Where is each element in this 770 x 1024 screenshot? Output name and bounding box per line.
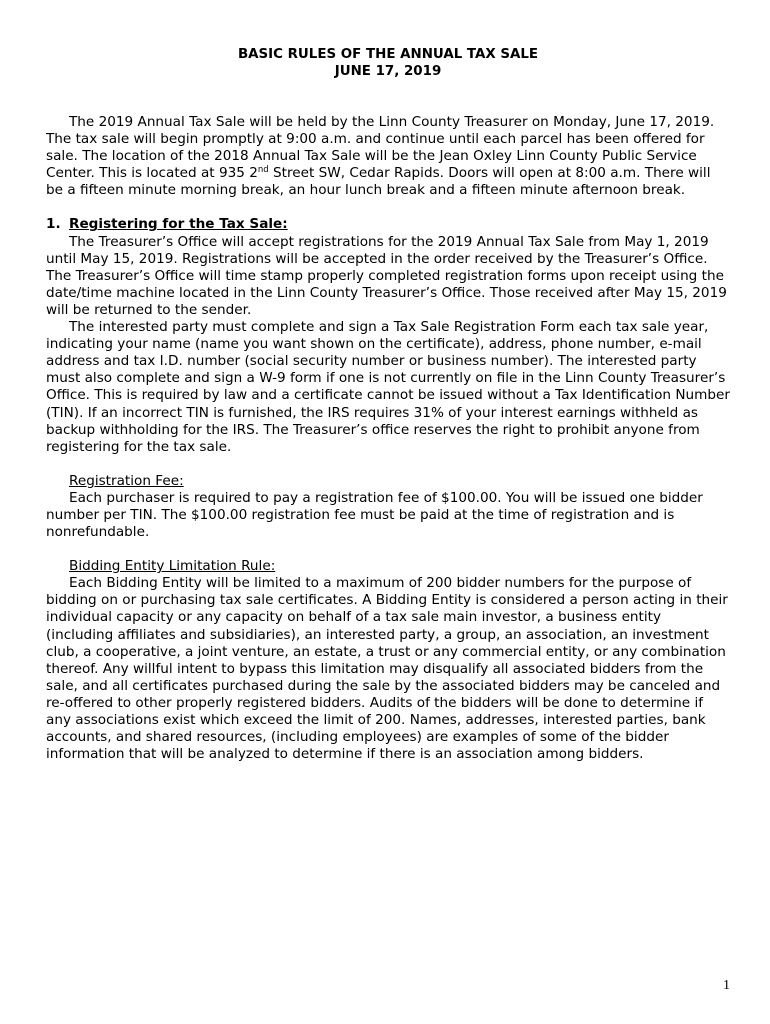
intro-text-part1: The 2019 Annual Tax Sale will be held by the Linn County Treasurer on Monday, June 17, 2019. The tax sale will begin promptly at 9:00 a.m. and continue until each parcel has been offered for sale. The location of the 2018 Annual Tax Sale will be the Jean Oxley Linn County Public Service Center. This is located at 935 2 bbox=[46, 114, 715, 182]
spacer bbox=[46, 541, 730, 558]
spacer bbox=[46, 199, 730, 216]
registration-fee-heading: Registration Fee: bbox=[69, 472, 184, 489]
section1-title: Registering for the Tax Sale: bbox=[69, 216, 288, 233]
bidding-limit-paragraph: Each Bidding Entity will be limited to a maximum of 200 bidder numbers for the purpose of bidding on or purchasing tax sale certificates. A Bidding Entity is considered a person acting in their individual capacity or any capacity on behalf of a tax sale main investor, a business entity (including affiliates and subsidiaries), an interested party, a group, an association, an investment club, a cooperative, a joint venture, an estate, a trust or any commercial entity, or any combination thereof. Any willful intent to bypass this limitation may disqualify all associated bidders from the sale, and all certificates purchased during the sale by the associated bidders may be canceled and re-offered to other properly registered bidders. Audits of the bidders will be done to determine if any associations exist which exceed the limit of 200. Names, addresses, interested parties, bank accounts, and shared resources, (including employees) are examples of some of the bidder information that will be analyzed to determine if there is an association among bidders. bbox=[46, 575, 728, 763]
intro-text-part2: Street SW, Cedar Rapids. Doors will open at 8:00 a.m. There will be a fifteen minute morning break, an hour lunch break and a fifteen minute afternoon break. bbox=[46, 165, 711, 199]
section1-paragraph-1: The Treasurer’s Office will accept registrations for the 2019 Annual Tax Sale from May 1, 2019 until May 15, 2019. Registrations will be accepted in the order received by the Treasurer’s Office. The Treasurer’s Office will time stamp properly completed registration forms upon receipt using the date/time machine located in the Linn County Treasurer’s Office. Those received after May 15, 2019 will be returned to the sender. bbox=[46, 233, 727, 318]
intro-paragraph bbox=[46, 114, 730, 199]
section1-paragraph-2: The interested party must complete and sign a Tax Sale Registration Form each tax sale year, indicating your name (name you want shown on the certificate), address, phone number, e-mail address and tax I.D. number (social security number or business number). The interested party must also complete and sign a W-9 form if one is not currently on file in the Linn County Treasurer’s Office. This is required by law and a certificate cannot be issued without a Tax Identification Number (TIN). If an incorrect TIN is furnished, the IRS requires 31% of your interest earnings withheld as backup withholding for the IRS. The Treasurer’s office reserves the right to prohibit anyone from registering for the tax sale. bbox=[46, 319, 730, 455]
spacer bbox=[46, 456, 730, 473]
registration-fee-paragraph: Each purchaser is required to pay a registration fee of $100.00. You will be issued one bidder number per TIN. The $100.00 registration fee must be paid at the time of registration and is nonrefundable. bbox=[46, 489, 703, 541]
document-title: BASIC RULES OF THE ANNUAL TAX SALE bbox=[237, 47, 539, 62]
intro-superscript: nd bbox=[257, 165, 269, 176]
section1-heading bbox=[46, 216, 730, 233]
document-date: JUNE 17, 2019 bbox=[334, 64, 442, 79]
page-number: 1 bbox=[723, 978, 730, 993]
spacer bbox=[46, 80, 730, 114]
section1-number: 1. bbox=[46, 216, 61, 233]
document-page bbox=[46, 46, 730, 763]
bidding-limit-heading: Bidding Entity Limitation Rule: bbox=[69, 558, 276, 575]
